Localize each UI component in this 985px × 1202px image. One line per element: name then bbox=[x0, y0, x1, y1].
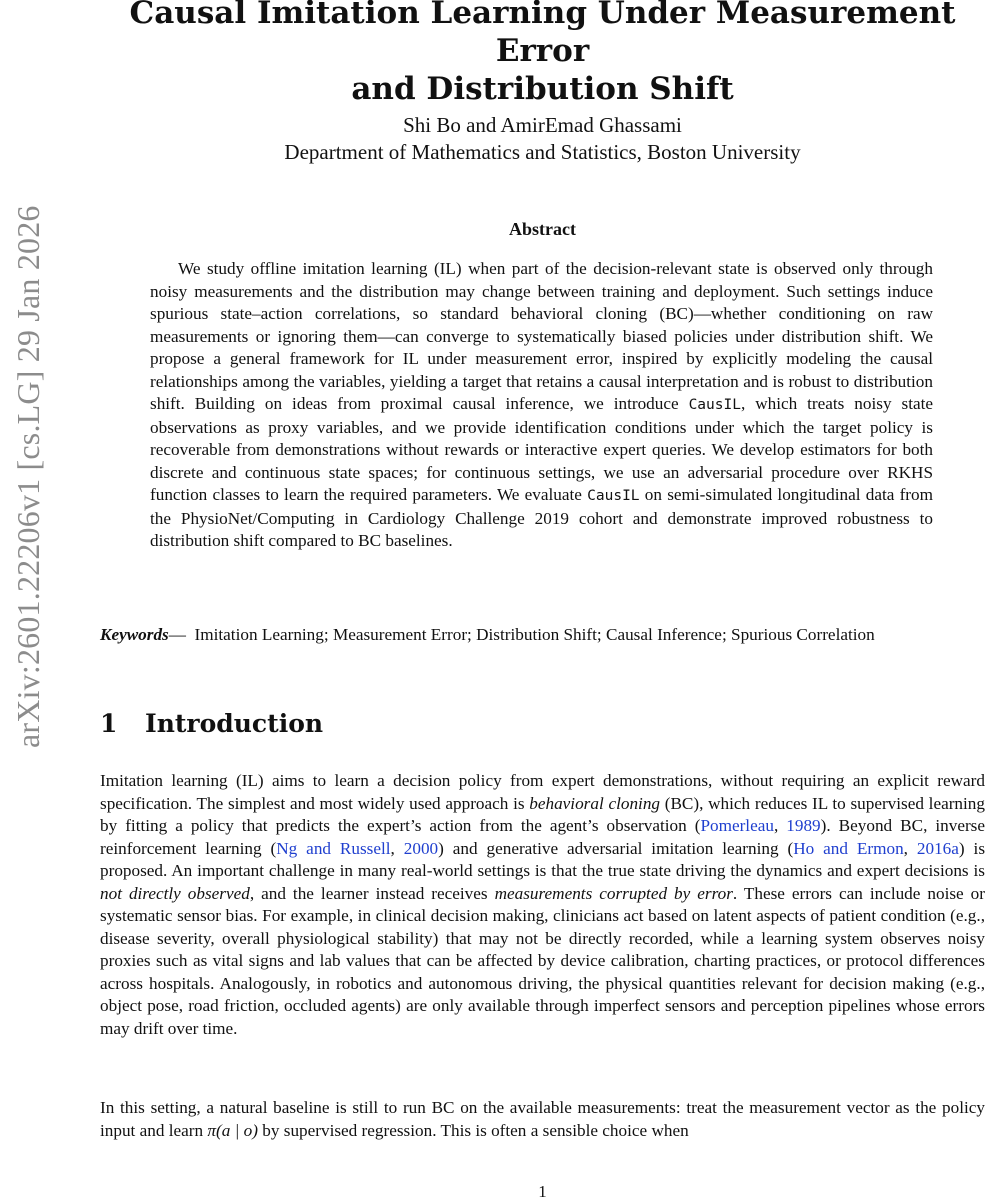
text-run: (BC), which reduces IL to supervised learning by fitting a policy that predicts the expert’s action from the agent’s observation ( bbox=[100, 793, 985, 835]
abstract-heading: Abstract bbox=[509, 219, 576, 239]
abstract-text-part-3: on semi-simulated longitudinal data from the PhysioNet/Computing in Cardiology Challenge 2019 cohort and demonstrate improved robustness to distribution shift compared to BC baselines. bbox=[150, 485, 933, 550]
arxiv-identifier-stamp: arXiv:2601.22206v1 [cs.LG] 29 Jan 2026 bbox=[10, 205, 46, 748]
citation-ng-russell-link[interactable] bbox=[276, 839, 390, 858]
abstract-text-part-1: We study offline imitation learning (IL) when part of the decision-relevant state is observed only through noisy measurements and the distribution may change between training and deployment. Such settings induce spurious state–action correlations, so standard behavioral cloning (BC)—whether conditioning on raw measurements or ignoring them—can converge to systematically biased policies under distribution shift. We propose a general framework for IL under measurement error, inspired by explicitly modeling the causal relationships among the variables, yielding a target that retains a causal interpretation and is robust to distribution shift. Building on ideas from proximal causal inference, we introduce bbox=[150, 259, 933, 413]
section-title: Introduction bbox=[145, 709, 324, 738]
text-run: . These errors can include noise or systematic sensor bias. For example, in clinical decision making, clinicians act based on latent aspects of patient condition (e.g., disease severity, overall physiological stability) that may not be directly recorded, while a learning system observes noisy proxies such as vital signs and lab values that can be affected by device calibration, charting practices, or protocol differences across hospitals. Analogously, in robotics and autonomous driving, the physical quantities relevant for decision making (e.g., object pose, road friction, occluded agents) are only available through imperfect sensors and perception pipelines whose errors may drift over time. bbox=[100, 883, 985, 1038]
author-names: Shi Bo and AmirEmad Ghassami bbox=[403, 113, 682, 137]
citation-author: Pomerleau bbox=[700, 816, 774, 835]
text-run: by supervised regression. This is often a sensible choice when bbox=[257, 1120, 689, 1140]
keywords-label: Keywords bbox=[100, 625, 169, 644]
intro-paragraph-1 bbox=[100, 770, 985, 1040]
citation-ho-ermon-year-link[interactable] bbox=[917, 839, 959, 858]
section-heading-introduction bbox=[100, 709, 323, 738]
abstract-text-part-2: , which treats noisy state observations as proxy variables, and we provide identification conditions under which the target policy is recoverable from demonstrations without rewards or interactive expert queries. We develop estimators for both discrete and continuous state spaces; for continuous settings, we use an adversarial procedure over RKHS function classes to learn the required parameters. We evaluate bbox=[150, 394, 933, 504]
text-run: Imitation learning (IL) aims to learn a decision policy from expert demonstrations, without requiring an explicit reward specification. The simplest and most widely used approach is bbox=[100, 771, 985, 813]
paper-title-line-2: and Distribution Shift bbox=[351, 71, 734, 107]
citation-ng-russell-year-link[interactable] bbox=[404, 839, 438, 858]
citation-ho-ermon-link[interactable] bbox=[793, 839, 903, 858]
paper-title bbox=[100, 0, 985, 108]
abstract-text bbox=[150, 258, 933, 553]
citation-pomerleau-year-link[interactable] bbox=[786, 816, 820, 835]
emphasis-not-directly-observed: not directly observed bbox=[100, 883, 250, 903]
author-block bbox=[100, 112, 985, 166]
text-run: , bbox=[390, 838, 404, 858]
citation-year: 1989 bbox=[786, 816, 821, 835]
citation-year: 2016a bbox=[916, 838, 959, 858]
text-run: , bbox=[903, 838, 917, 858]
citation-author: Ng and Russell bbox=[276, 838, 391, 858]
citation-pomerleau-link[interactable] bbox=[700, 816, 774, 835]
text-run: In this setting, a natural baseline is still to run BC on the available measurements: treat the measurement vector as the policy input and learn bbox=[100, 1098, 985, 1140]
keywords-text: Imitation Learning; Measurement Error; Distribution Shift; Causal Inference; Spurious Correlation bbox=[194, 625, 875, 644]
text-run: , bbox=[773, 816, 787, 835]
method-name: CausIL bbox=[587, 488, 640, 504]
citation-year: 2000 bbox=[403, 838, 439, 858]
emphasis-behavioral-cloning: behavioral cloning bbox=[529, 793, 661, 813]
keywords-line bbox=[100, 624, 985, 647]
text-run: ). Beyond BC, inverse reinforcement learning ( bbox=[100, 816, 985, 858]
text-run: ) and generative adversarial imitation learning ( bbox=[438, 838, 794, 858]
author-affiliation: Department of Mathematics and Statistics, Boston University bbox=[284, 140, 801, 164]
text-run: ) is proposed. An important challenge in many real-world settings is that the true state driving the dynamics and expert decisions is bbox=[100, 838, 985, 880]
text-run: , and the learner instead receives bbox=[249, 883, 495, 903]
method-name: CausIL bbox=[688, 397, 741, 413]
section-number: 1 bbox=[100, 709, 118, 738]
page-number: 1 bbox=[538, 1182, 547, 1201]
keywords-separator: — bbox=[168, 625, 186, 644]
emphasis-measurements-corrupted: measurements corrupted by error bbox=[494, 883, 733, 903]
citation-author: Ho and Ermon bbox=[793, 838, 904, 858]
policy-math-expression: π(a | o) bbox=[207, 1120, 258, 1140]
paper-title-line-1: Causal Imitation Learning Under Measurement Error bbox=[129, 0, 956, 69]
intro-paragraph-2 bbox=[100, 1097, 985, 1142]
